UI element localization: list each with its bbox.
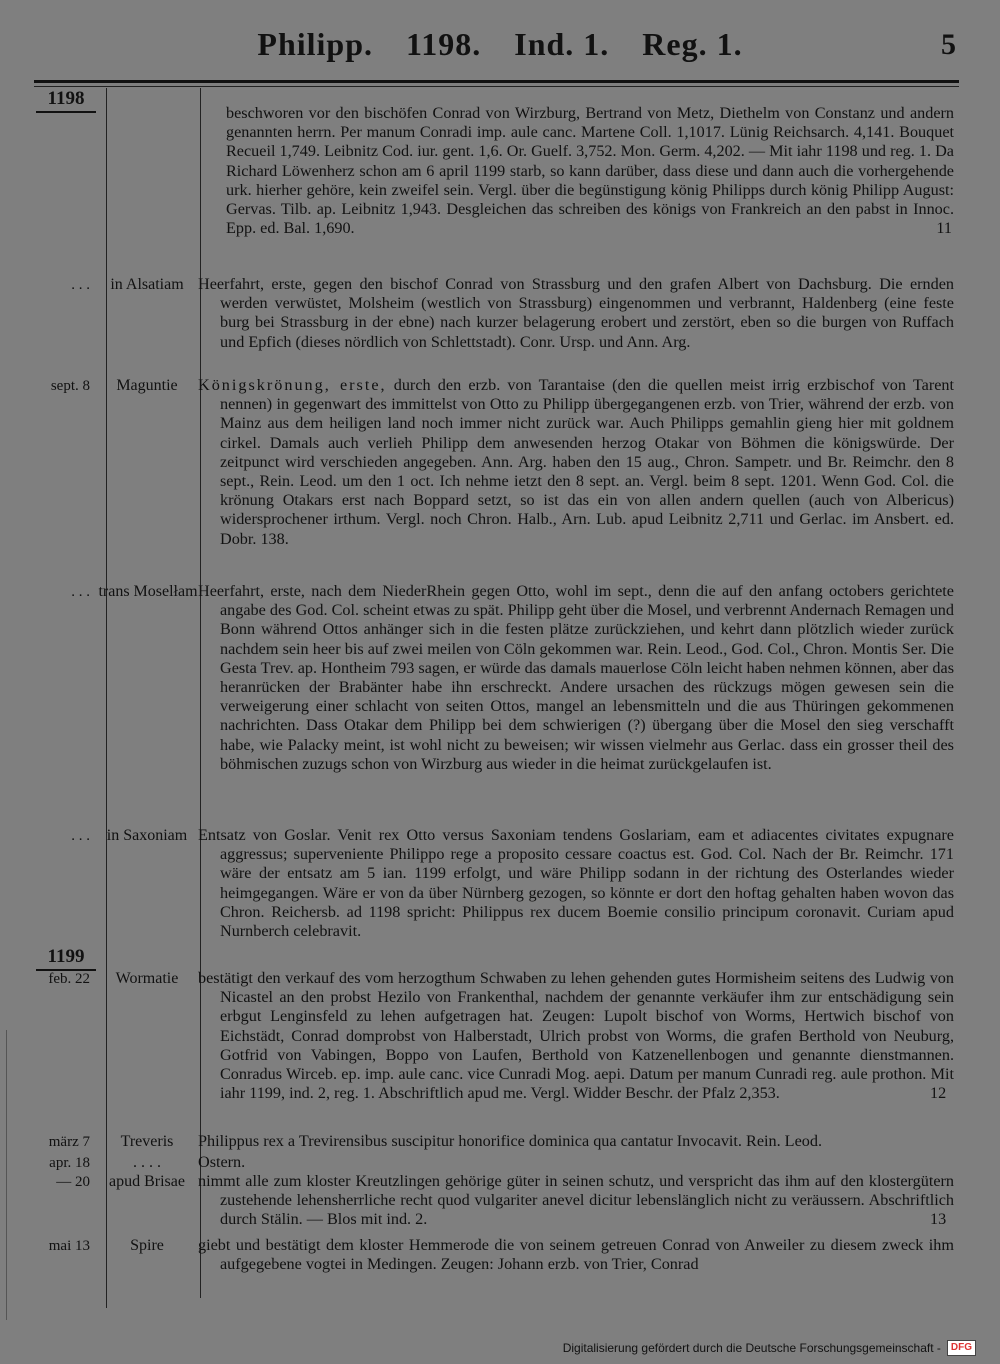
entry-text [198,1236,954,1274]
year-label-1198: 1198 [47,88,85,109]
entry-body: giebt und bestätigt dem kloster Hemmerode die von seinem getreuen Conrad von Anweiler zu diesem zweck ihm aufgegebene vogtei in Medingen. Zeugen: Johann erzb. von Trier, Conrad [198,1236,954,1274]
entry-text [198,826,954,941]
entry-text [226,104,954,274]
header-reg: Reg. 1. [642,26,743,62]
entry-body: beschworen vor den bischöfen Conrad von Wirzburg, Bertrand von Metz, Diethelm von Constanz und andern genannten herrn. Per manum Conradi imp. aule canc. Martene Coll. 1,1017. Lünig Reichsarch. 4,141. Bouquet Recueil 1,749. Leibnitz Cod. iur. gent. 1,6. Or. Guelf. 3,752. Mon. Germ. 4,202. — Mit iahr 1198 und reg. 1. Da Richard Löwenherz schon am 6 april 1199 starb, so kann darüber, dass diese und dann auch die vorhergehende urk. hierher gehöre, kein zweifel sein. Vergl. über die begünstigung könig Philipps durch könig Philipp August: Gervas. Tilb. ap. Leibnitz 1,943. Desgleichen das schreiben des königs von Frankreich an den pabst in Innoc. Epp. ed. Bal. 1,690. [226,104,954,238]
entry-lead: Königskrönung, erste, [198,376,387,394]
entry-date: feb. 22 [48,971,90,987]
entry-text [198,582,954,774]
entry-text: nimmt alle zum kloster Kreutzlingen gehörige güter in seinen schutz, und verspricht das ihm auf den klostergütern zustehende lehensherrliche recht quod vulgariter anevel dicitur lebenslänglich nicht zu veräussern. Abschriftlich durch Stälin. — Blos mit ind. 2. 13 [198,1172,954,1229]
date-column-divider [106,88,107,1308]
entry-number: 11 [936,219,952,238]
entry-body: Philippus rex a Trevirensibus suscipitur honorifice dominica qua cantatur Invocavit. Rein. Leod. [198,1132,822,1150]
entry-place: Spire [130,1237,164,1254]
entry-text: bestätigt den verkauf des vom herzogthum Schwaben zu lehen gehenden gutes Hormisheim seitens des Ludwig von Nicastel an den probst Hezilo von Frankenthal, nachdem der genannte verkäufer ihm zur entschädigung sein erbgut Lenginsfeld zu lehen aufgetragen hat. Zeugen: Lupolt bischof von Worms, Hertwich bischof von Eichstädt, Conrad domprobst von Halberstadt, Ulrich probst von Worms, die grafen Berthold von Neuburg, Gotfrid von Vabingen, Boppo von Laufen, Berthold von Katzenellenbogen und genannte dienstmannen. Conradus Wirceb. ep. imp. aule canc. vice Cunradi Mog. aepi. Datum per manum Cunradi reg. aule prothon. Mit iahr 1199, ind. 2, reg. 1. Abschriftlich apud me. Vergl. Widder Beschr. der Pfalz 2,353. 12 [198,969,954,1103]
entry-body: Ostern. [198,1153,246,1171]
entry-date: apr. 18 [49,1155,90,1171]
header-rule [34,80,959,83]
page-number: 5 [941,28,956,61]
entry-body: gegen den bischof Conrad von Strassburg und den grafen Albert von Dachsburg. Die ernden werden verwüstet, Molsheim (westlich von Strassburg) eingenommen und verbrannt, Haldenberg (eine feste burg bei Strassburg in der ebne) nach kurzer belagerung erobert und zerstört, eben so die burgen von Ruffach und Epfich (dieses nördlich von Schlettstadt). Conr. Ursp. und Ann. Arg. [220,275,954,351]
entry-date: — 20 [56,1174,90,1190]
running-header [0,26,1000,76]
entry-place: Wormatie [115,970,179,987]
credit-text: Digitalisierung gefördert durch die Deutsche Forschungsgemeinschaft - [562,1341,941,1355]
entry-place: in Alsatiam [110,276,184,293]
header-title [0,26,1000,63]
entry-place: apud Brisae [109,1173,185,1190]
entry-text [198,275,954,352]
header-rule-thin [34,86,959,87]
entry-body: nimmt alle zum kloster Kreutzlingen gehörige güter in seinen schutz, und verspricht das ihm auf den klostergütern zustehende lehensherrliche recht quod vulgariter anevel dicitur lebenslänglich nicht zu veräussern. Abschriftlich durch Stälin. — Blos mit ind. 2. [198,1172,954,1229]
entry-date: . . . [71,277,90,293]
entry-place: trans Moselłam [98,583,198,600]
entry-date: . . . [71,828,90,844]
entry-date: mai 13 [48,1238,90,1254]
entry-lead: Entsatz von Goslar. [198,826,331,844]
dfg-logo: DFG [947,1340,976,1356]
entry-body: durch den erzb. von Tarantaise (den die quellen meist irrig erzbischof von Tarent nennen) in gegenwart des immittelst von Otto zu Philipp übergegangenen erzb. von Trier, während der erzb. von Mainz aus dem heiligen land noch immer nicht zurück war. Auch Philipps gemahlin gieng hier mit goldnem cirkel. Damals auch verlieh Philipp dem anwesenden herzog Otakar von Böhmen die königswürde. Der zeitpunct wird verschieden angegeben. Ann. Arg. haben den 15 aug., Chron. Sampetr. und Br. Reimchr. den 8 sept., Rein. Leod. um den 1 oct. Ich nehme ietzt den 8 sept. an. Vergl. beim 8 sept. 1201. Wenn God. Col. die krönung Otakars erst nach Boppard setzt, so ist das ein von allen andern quellen (auch von Albericus) widersprochener irthum. Vergl. noch Chron. Halb., Arn. Lub. apud Leibnitz 2,711 und Gerlac. im Ansbert. ed. Dobr. 138. [220,376,954,548]
header-year: 1198. [406,26,482,62]
year-marker-1198 [36,88,96,113]
header-ind: Ind. 1. [514,26,610,62]
entry-date: märz 7 [48,1134,90,1150]
header-name: Philipp. [257,26,373,62]
entry-place: in Saxoniam [106,827,188,844]
entry-date: sept. 8 [50,378,90,394]
entry-text [198,1153,954,1172]
entry-text [198,1132,954,1151]
entry-place: Treveris [120,1133,174,1150]
entry-date: . . . [71,584,90,600]
year-label-1199: 1199 [47,946,85,967]
year-marker-1199 [36,946,96,971]
digitization-credit [563,1338,976,1358]
year-underline [36,111,96,113]
entry-body: Venit rex Otto versus Saxoniam tendens Goslariam, eam et adiacentes civitates expugnare aggressus; superveniente Philippo rege a proposito cessare coactus est. God. Col. Nach der Br. Reimchr. 171 wäre der entsatz am 5 ian. 1199 erfolgt, und wäre Philipp sodann in der richtung des Osterlandes wieder heimgegangen. Wäre er von da über Nürnberg gezogen, so könnte er dort den hoftag gehalten haben wovon das Chron. Reichersb. ad 1198 spricht: Philippus rex ducem Boemie consilio principum coronavit. Curiam apud Nurnberch celebravit. [220,826,954,941]
entry-place: Maguntie [116,377,178,394]
entry-lead: Heerfahrt, erste, [198,582,305,600]
entry-body: nach dem NiederRhein gegen Otto, wohl im sept., denn die auf den anfang octobers gerichtete angabe des God. Col. scheint etwas zu spät. Philipp geht über die Mosel, und verbrennt Andernach Remagen und Bonn während Ottos anhänger sich in die festen plätze zurückziehen, und kehrt dann plötzlich wieder zurück nachdem sein heer bis auf zwei meilen von Cöln gekommen war. Rein. Leod., God. Col., Chron. Montis Ser. Die Gesta Trev. ap. Hontheim 793 sagen, er würde das damals mauerlose Cöln leicht haben nehmen können, aber das heranrücken der Brabänter habe ihn erschreckt. Andere ursachen des rückzugs mögen gewesen sein die verweigerung einer schlacht von seiten Ottos, mangel an lebensmitteln und die aus Thüringen gekommenen nachrichten. Dass Otakar dem Philipp bei dem schwierigen (?) übergang über die Mosel den sieg verschafft habe, wie Palacky meint, ist wohl nicht zu beweisen; wir wissen vielmehr aus Gerlac. dass ein grosser theil des böhmischen zuzugs schon von Wirzburg aus wieder in die heimat zurückgelaufen ist. [220,582,954,773]
entry-text [198,376,954,549]
entry-body: bestätigt den verkauf des vom herzogthum Schwaben zu lehen gehenden gutes Hormisheim seitens des Ludwig von Nicastel an den probst Hezilo von Frankenthal, nachdem der genannte verkäufer ihm zur entschädigung sein erbgut Lenginsfeld zu lehen aufgetragen hat. Zeugen: Lupolt bischof von Worms, Hertwich bischof von Eichstädt, Conrad domprobst von Halberstadt, Ulrich probst von Worms, die grafen Berthold von Neuburg, Gotfrid von Vabingen, Boppo von Laufen, Berthold von Katzenellenbogen und genannte dienstmannen. Conradus Wirceb. ep. imp. aule canc. vice Cunradi Mog. aepi. Datum per manum Cunradi reg. aule prothon. Mit iahr 1199, ind. 2, reg. 1. Abschriftlich apud me. Vergl. Widder Beschr. der Pfalz 2,353. [198,969,954,1103]
entry-lead: Heerfahrt, erste, [198,275,307,293]
entry-place: . . . . [133,1154,161,1171]
